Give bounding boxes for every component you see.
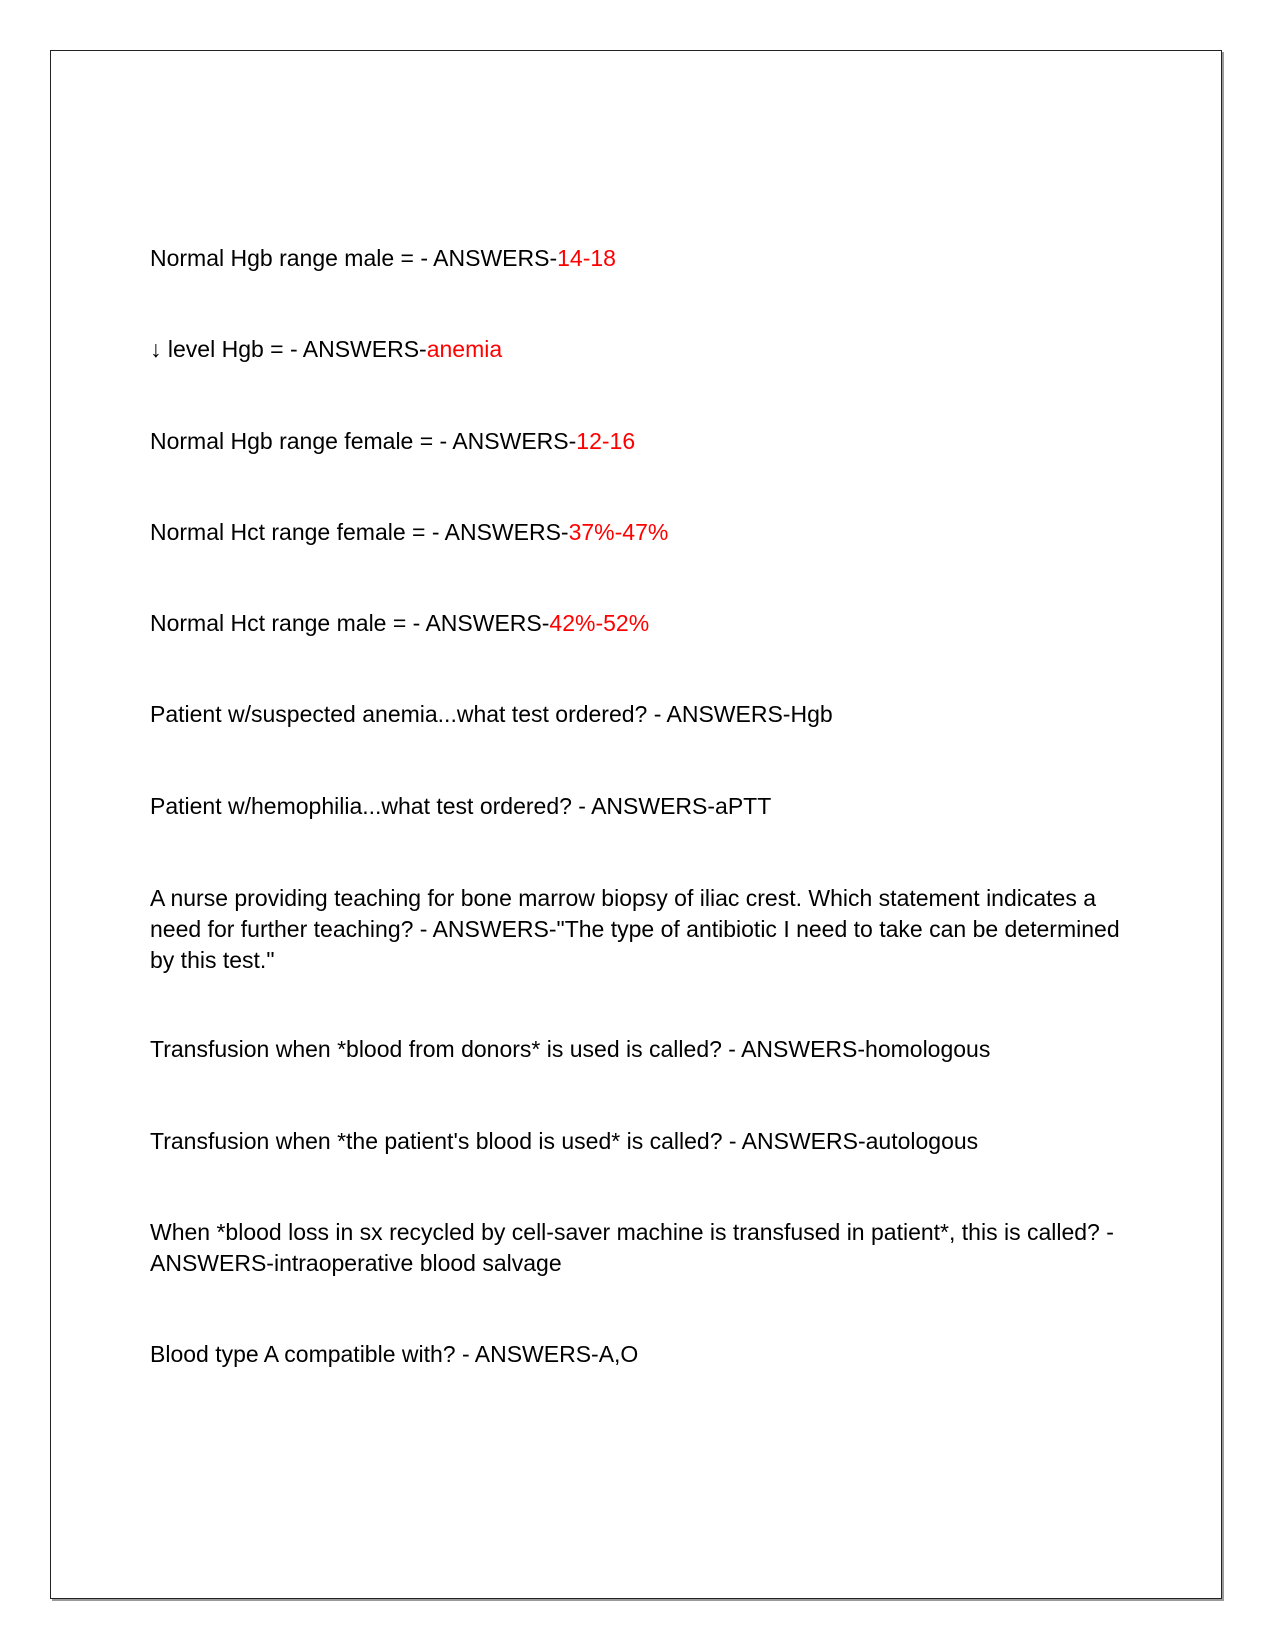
question-text: A nurse providing teaching for bone marrow biopsy of iliac crest. Which statement indicates a need for further teaching? - ANSWERS- xyxy=(150,885,1097,942)
question-text: Normal Hgb range female = - ANSWERS- xyxy=(150,428,577,454)
answer-text: homologous xyxy=(865,1036,991,1062)
qa-item xyxy=(150,699,1130,730)
qa-item xyxy=(150,791,1130,822)
question-text: ↓ level Hgb = - ANSWERS- xyxy=(150,336,427,362)
answer-text: intraoperative blood salvage xyxy=(273,1250,562,1276)
answer-text: 14-18 xyxy=(557,245,616,271)
qa-item xyxy=(150,1126,1130,1157)
question-text: When *blood loss in sx recycled by cell-saver machine is transfused in patient*, this is called? - ANSWERS- xyxy=(150,1219,1114,1276)
question-text: Transfusion when *blood from donors* is used is called? - ANSWERS- xyxy=(150,1036,866,1062)
qa-item xyxy=(150,1217,1130,1279)
qa-item xyxy=(150,883,1130,976)
qa-item xyxy=(150,1339,1130,1370)
question-text: Patient w/suspected anemia...what test ordered? - ANSWERS- xyxy=(150,701,791,727)
question-text: Blood type A compatible with? - ANSWERS- xyxy=(150,1341,599,1367)
question-text: Normal Hgb range male = - ANSWERS- xyxy=(150,245,558,271)
question-text: Patient w/hemophilia...what test ordered? - ANSWERS- xyxy=(150,793,716,819)
qa-item xyxy=(150,426,1130,457)
question-text: Normal Hct range female = - ANSWERS- xyxy=(150,519,569,545)
answer-text: 12-16 xyxy=(576,428,636,454)
qa-item xyxy=(150,517,1130,548)
question-text: Normal Hct range male = - ANSWERS- xyxy=(150,610,550,636)
qa-item xyxy=(150,243,1130,274)
answer-text: 37%-47% xyxy=(568,519,669,545)
answer-text: aPTT xyxy=(715,793,772,819)
answer-text: "The type of antibiotic I need to take can be determined by this test." xyxy=(150,916,1120,973)
answer-text: anemia xyxy=(426,336,503,362)
answer-text: 42%-52% xyxy=(549,610,650,636)
answer-text: autologous xyxy=(865,1128,979,1154)
question-text: Transfusion when *the patient's blood is used* is called? - ANSWERS- xyxy=(150,1128,866,1154)
qa-item xyxy=(150,1034,1130,1065)
qa-item xyxy=(150,608,1130,639)
answer-text: A,O xyxy=(598,1341,639,1367)
answer-text: Hgb xyxy=(790,701,833,727)
qa-item xyxy=(150,334,1130,365)
